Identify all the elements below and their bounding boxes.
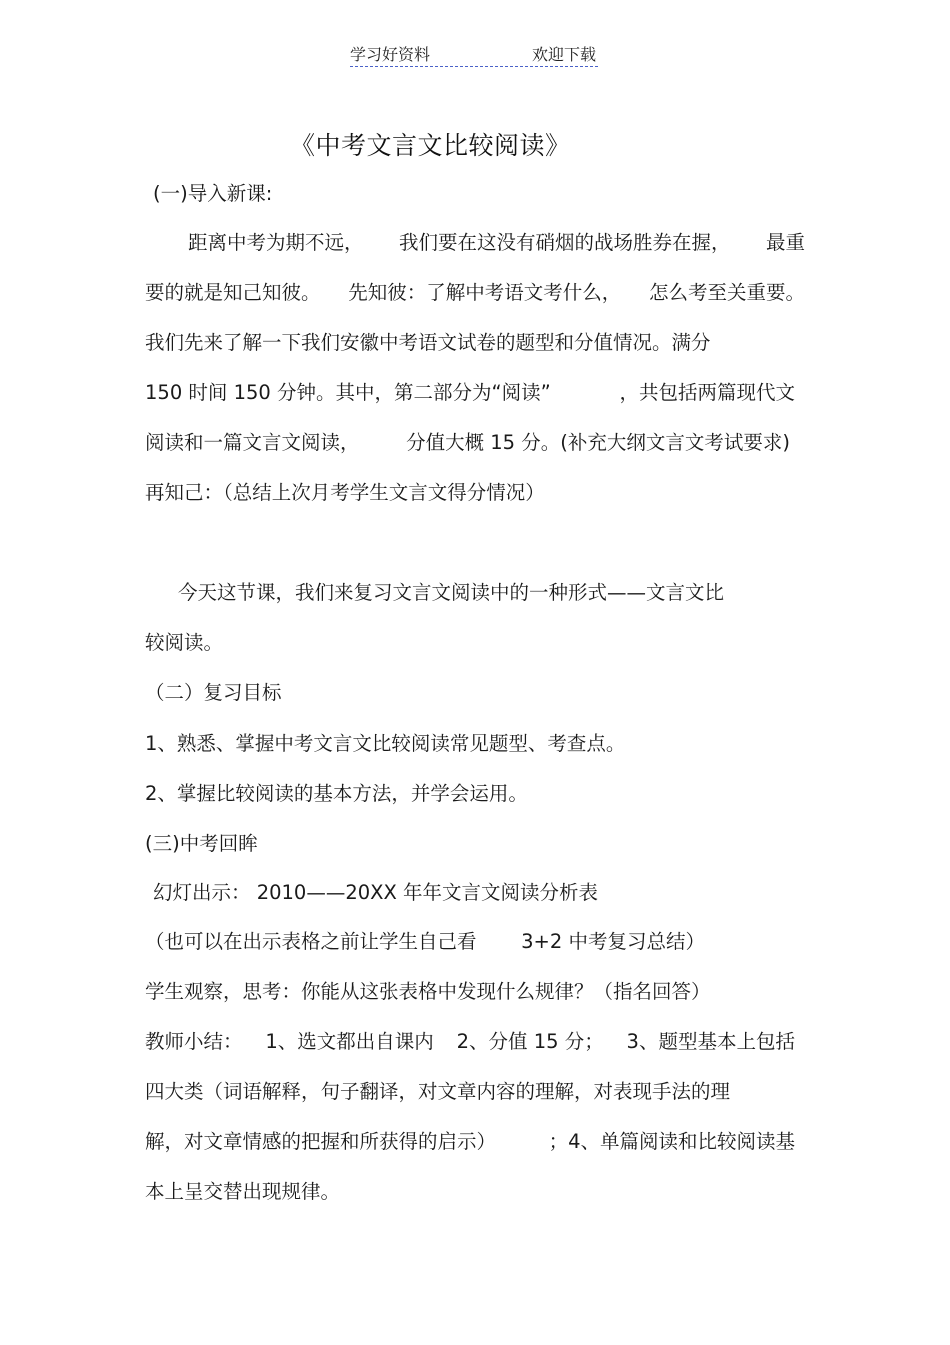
section-heading-intro: (一)导入新课: [153, 182, 273, 205]
summary-line-1-part-b: 1、选文都出自课内 [265, 1030, 434, 1053]
intro-line-3: 我们先来了解一下我们安徽中考语文试卷的题型和分值情况。满分 [145, 331, 711, 354]
intro-line-2-part-b: 先知彼：了解中考语文考什么， [348, 281, 622, 304]
intro-line-2-part-a: 要的就是知己知彼。 [145, 281, 321, 304]
goal-item-1: 1、熟悉、掌握中考文言文比较阅读常见题型、考查点。 [145, 732, 626, 755]
header-right-text: 欢迎下载 [531, 45, 596, 64]
summary-line-3-part-b: ；4、单篇阅读和比较阅读基 [548, 1130, 795, 1153]
intro-line-1 [188, 230, 805, 256]
today-line-1: 今天这节课，我们来复习文言文阅读中的一种形式——文言文比 [178, 581, 725, 604]
section-heading-goals: （二）复习目标 [145, 681, 282, 704]
summary-line-3-part-a: 解，对文章情感的把握和所获得的启示） [145, 1130, 497, 1153]
review-slide-line: 幻灯出示： 2010——20XX 年年文言文阅读分析表 [153, 881, 599, 904]
intro-line-1-part-c: 最重 [765, 231, 805, 254]
today-line-2: 较阅读。 [145, 631, 224, 654]
header-left-text: 学习好资料 [350, 45, 431, 64]
intro-line-1-part-a: 距离中考为期不远， [188, 231, 364, 254]
summary-line-1-part-a: 教师小结： [145, 1030, 243, 1053]
summary-line-1 [145, 1029, 795, 1055]
summary-line-2: 四大类（词语解释，句子翻译，对文章内容的理解，对表现手法的理 [145, 1080, 731, 1103]
review-note-line [145, 929, 705, 955]
summary-line-1-part-c: 2、分值 15 分； [456, 1030, 604, 1053]
intro-line-5-part-a: 阅读和一篇文言文阅读， [145, 431, 360, 454]
review-observe-line: 学生观察，思考：你能从这张表格中发现什么规律？（指名回答） [145, 980, 711, 1003]
review-note-part-a: （也可以在出示表格之前让学生自己看 [145, 930, 477, 953]
intro-line-4 [145, 380, 795, 406]
intro-line-1-part-b: 我们要在这没有硝烟的战场胜券在握， [398, 231, 731, 254]
section-heading-review: (三)中考回眸 [145, 832, 258, 855]
intro-line-4-part-b: ，共包括两篇现代文 [619, 381, 795, 404]
intro-line-4-part-a: 150 时间 150 分钟。其中，第二部分为“阅读” [145, 381, 551, 404]
intro-line-2 [145, 280, 805, 306]
intro-line-2-part-c: 怎么考至关重要。 [648, 281, 805, 304]
intro-line-5-part-b: 分值大概 15 分。(补充大纲文言文考试要求) [406, 431, 790, 454]
page-header [350, 42, 598, 67]
summary-line-4: 本上呈交替出现规律。 [145, 1180, 341, 1203]
review-note-part-b: 3+2 中考复习总结） [521, 930, 705, 953]
goal-item-2: 2、掌握比较阅读的基本方法，并学会运用。 [145, 782, 528, 805]
document-title: 《中考文言文比较阅读》 [290, 131, 571, 160]
summary-line-3 [145, 1129, 795, 1155]
intro-line-6: 再知己：（总结上次月考学生文言文得分情况） [145, 481, 545, 504]
summary-line-1-part-d: 3、题型基本上包括 [626, 1030, 795, 1053]
intro-line-5 [145, 430, 790, 456]
